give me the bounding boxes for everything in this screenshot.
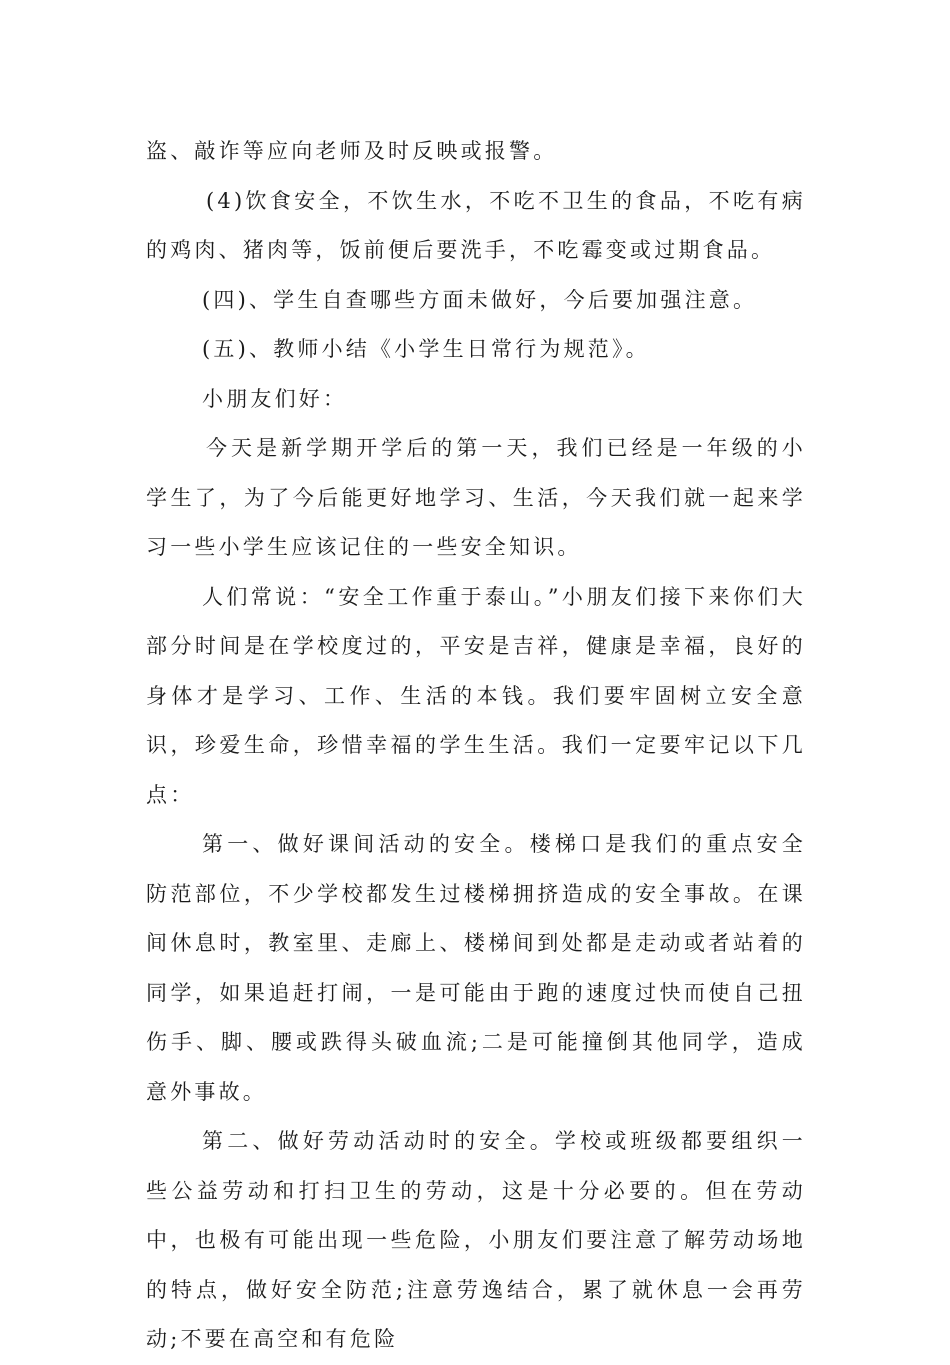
paragraph-food-safety: (4)饮食安全，不饮生水，不吃不卫生的食品，不吃有病的鸡肉、猪肉等，饭前便后要洗手，不吃霉变或过期食品。 [146,188,806,262]
paragraph-teacher-summary: (五)、教师小结《小学生日常行为规范》。 [202,337,650,361]
paragraph-safety-importance: 人们常说：“安全工作重于泰山。”小朋友们接下来你们大部分时间是在学校度过的，平安是吉祥，健康是幸福，良好的身体才是学习、工作、生活的本钱。我们要牢固树立安全意识，珍爱生命，珍惜幸福的学生生活。我们一定要牢记以下几点： [146,584,806,807]
paragraph-continuation: 盗、敲诈等应向老师及时反映或报警。 [146,139,558,163]
paragraph-greeting: 小朋友们好： [202,386,348,411]
paragraph-self-check: (四)、学生自查哪些方面未做好，今后要加强注意。 [202,287,758,312]
document-body [146,127,806,1365]
paragraph-point-one: 第一、做好课间活动的安全。楼梯口是我们的重点安全防范部位，不少学校都发生过楼梯拥挤造成的安全事故。在课间休息时，教室里、走廊上、楼梯间到处都是走动或者站着的同学，如果追赶打闹，一是可能由于跑的速度过快而使自己扭伤手、脚、腰或跌得头破血流;二是可能撞倒其他同学，造成意外事故。 [146,832,806,1104]
paragraph-point-two: 第二、做好劳动活动时的安全。学校或班级都要组织一些公益劳动和打扫卫生的劳动，这是十分必要的。但在劳动中，也极有可能出现一些危险，小朋友们要注意了解劳动场地的特点，做好安全防范;注意劳逸结合，累了就休息一会再劳动;不要在高空和有危险 [146,1129,806,1351]
paragraph-intro: 今天是新学期开学后的第一天，我们已经是一年级的小学生了，为了今后能更好地学习、生活，今天我们就一起来学习一些小学生应该记住的一些安全知识。 [146,436,806,559]
